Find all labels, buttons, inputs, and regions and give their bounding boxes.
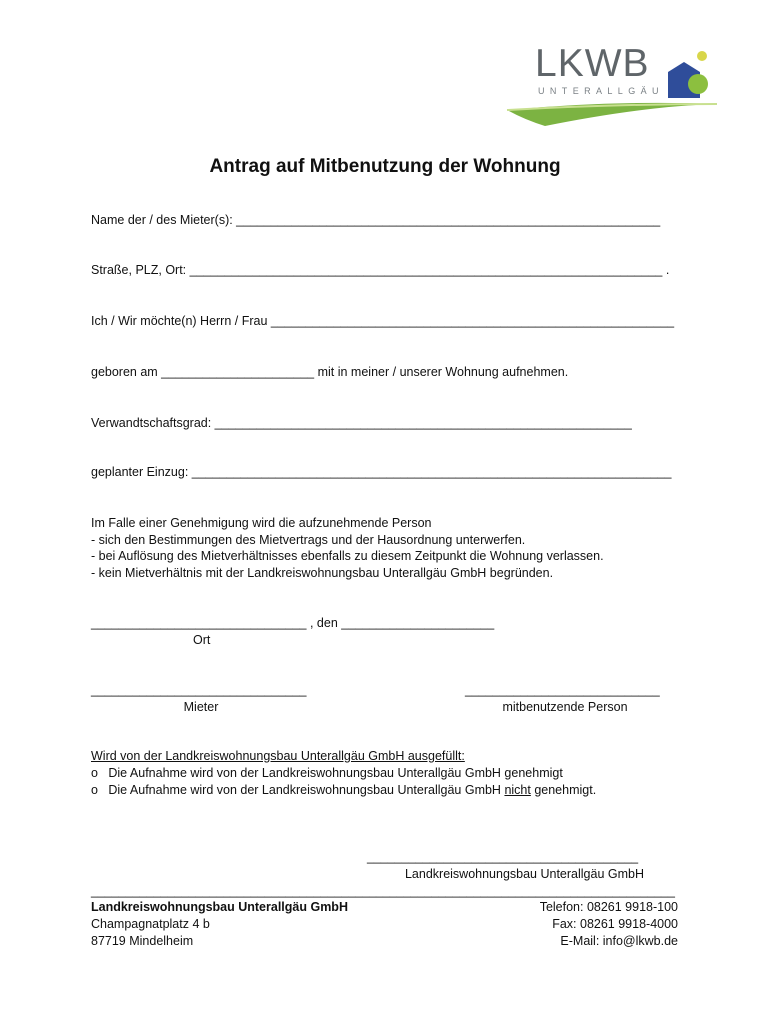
option-denied-label-start: Die Aufnahme wird von der Landkreiswohnungsbau Unterallgäu GmbH <box>108 783 505 797</box>
footer-company: Landkreiswohnungsbau Unterallgäu GmbH <box>91 900 348 914</box>
footer-phone: Telefon: 08261 9918-100 <box>539 900 678 914</box>
condition-item: - bei Auflösung des Mietverhältnisses ebenfalls zu diesem Zeitpunkt die Wohnung verlassen. <box>91 549 604 563</box>
place-date-line[interactable]: _______________________________ , den ______________________ <box>91 616 495 630</box>
office-section-heading: Wird von der Landkreiswohnungsbau Unterallgäu GmbH ausgefüllt: <box>91 749 465 763</box>
logo-wordmark: LKWB <box>535 42 650 85</box>
tenant-signature-line[interactable]: _______________________________ <box>91 683 307 697</box>
footer-fax: Fax: 08261 9918-4000 <box>552 917 678 931</box>
page-title: Antrag auf Mitbenutzung der Wohnung <box>209 156 561 177</box>
footer-street: Champagnatplatz 4 b <box>91 917 210 931</box>
condition-item: - kein Mietverhältnis mit der Landkreiswohnungsbau Unterallgäu GmbH begründen. <box>91 566 554 580</box>
office-signature-label: Landkreiswohnungsbau Unterallgäu GmbH <box>404 867 645 881</box>
footer-separator: ____________________________________________________________________________________ <box>91 884 675 898</box>
field-tenant-name[interactable]: Name der / des Mieter(s): _____________________________________________________________ <box>91 213 661 227</box>
option-denied-label-end: genehmigt. <box>530 783 597 797</box>
field-birthdate[interactable]: geboren am ______________________ mit in meiner / unserer Wohnung aufnehmen. <box>91 365 569 379</box>
coresident-signature-line[interactable]: ____________________________ <box>465 683 660 697</box>
logo-swoosh <box>505 98 720 128</box>
conditions-intro: Im Falle einer Genehmigung wird die aufzunehmende Person <box>91 516 432 530</box>
option-approved-label: Die Aufnahme wird von der Landkreiswohnungsbau Unterallgäu GmbH genehmigt <box>108 766 563 780</box>
checkbox-bullet[interactable]: o <box>91 783 98 797</box>
field-relationship[interactable]: Verwandtschaftsgrad: ____________________________________________________________ <box>91 416 632 430</box>
option-denied[interactable] <box>91 783 596 797</box>
field-address[interactable]: Straße, PLZ, Ort: ____________________________________________________________________ . <box>91 263 670 277</box>
footer-city: 87719 Mindelheim <box>91 934 194 948</box>
condition-item: - sich den Bestimmungen des Mietvertrags und der Hausordnung unterwerfen. <box>91 533 526 547</box>
coresident-signature-label: mitbenutzende Person <box>502 700 628 714</box>
field-person[interactable]: Ich / Wir möchte(n) Herrn / Frau __________________________________________________________ <box>91 314 675 328</box>
office-signature-line[interactable]: _______________________________________ <box>367 850 639 864</box>
checkbox-bullet[interactable]: o <box>91 766 98 780</box>
option-denied-emphasis: nicht <box>504 783 531 797</box>
tenant-signature-label: Mieter <box>183 700 219 714</box>
place-label: Ort <box>193 633 211 647</box>
lkwb-logo <box>505 40 720 130</box>
field-moving-date[interactable]: geplanter Einzug: _____________________________________________________________________ <box>91 465 672 479</box>
logo-subtitle: UNTERALLGÄU <box>538 86 664 96</box>
footer-email[interactable]: E-Mail: info@lkwb.de <box>560 934 678 948</box>
option-approved[interactable] <box>91 766 563 780</box>
